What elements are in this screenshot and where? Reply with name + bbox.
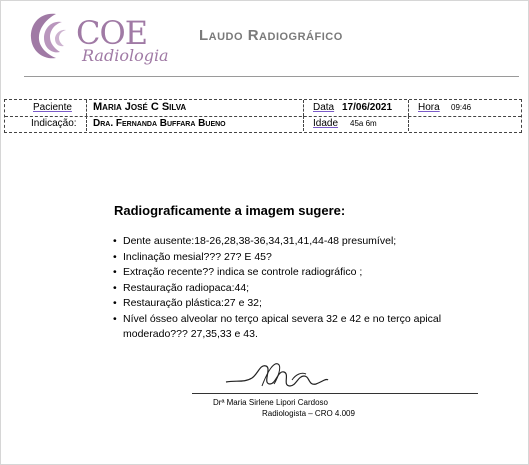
cell-divider	[303, 100, 304, 116]
indication-value[interactable]: Dra. Fernanda Buffara Bueno	[93, 118, 226, 129]
signature-scribble	[222, 356, 332, 392]
patient-label: Paciente	[33, 102, 72, 113]
date-label: Data	[313, 102, 335, 113]
cell-divider	[303, 116, 304, 131]
cell-divider	[408, 116, 409, 131]
logo-swirl-icon	[26, 8, 74, 64]
date-value[interactable]: 17/06/2021	[342, 102, 393, 113]
indication-label: Indicação:	[31, 118, 77, 129]
logo-coe-text: COE	[76, 14, 148, 52]
cell-divider	[408, 100, 409, 116]
finding-item: • Nível ósseo alveolar no terço apical severa 32 e 42 e no terço apical moderado??? 27,35,33 e 43.	[113, 312, 483, 343]
cell-divider	[86, 116, 87, 131]
coe-logo	[26, 8, 176, 68]
logo-subtext: Radiologia	[82, 46, 169, 65]
age-value[interactable]: 45a 6m	[350, 119, 377, 128]
signature-name: Drª Maria Sirlene Lipori Cardoso	[213, 398, 329, 407]
patient-info-table	[4, 99, 522, 133]
findings-list	[113, 234, 483, 343]
cell-divider	[86, 100, 87, 116]
finding-item: • Restauração plástica:27 e 32;	[113, 296, 483, 312]
signature-role: Radiologista – CRO 4.009	[262, 409, 355, 418]
finding-item: • Inclinação mesial??? 27? E 45?	[113, 250, 483, 266]
finding-item: • Restauração radiopaca:44;	[113, 281, 483, 297]
signature-line	[192, 393, 478, 394]
header-divider	[24, 76, 519, 77]
patient-info-row-1	[5, 100, 521, 117]
age-label: Idade	[313, 118, 339, 129]
finding-item: • Dente ausente:18-26,28,38-36,34,31,41,44-48 presumível;	[113, 234, 483, 250]
patient-name[interactable]: Maria José C Silva	[93, 101, 187, 113]
report-heading: Radiograficamente a imagem sugere:	[114, 203, 346, 218]
time-value[interactable]: 09:46	[451, 103, 472, 112]
document-title: Laudo Radiográfico	[199, 27, 343, 44]
time-label: Hora	[418, 102, 440, 113]
finding-item: • Extração recente?? indica se controle radiográfico ;	[113, 265, 483, 281]
patient-info-row-2	[5, 116, 521, 131]
